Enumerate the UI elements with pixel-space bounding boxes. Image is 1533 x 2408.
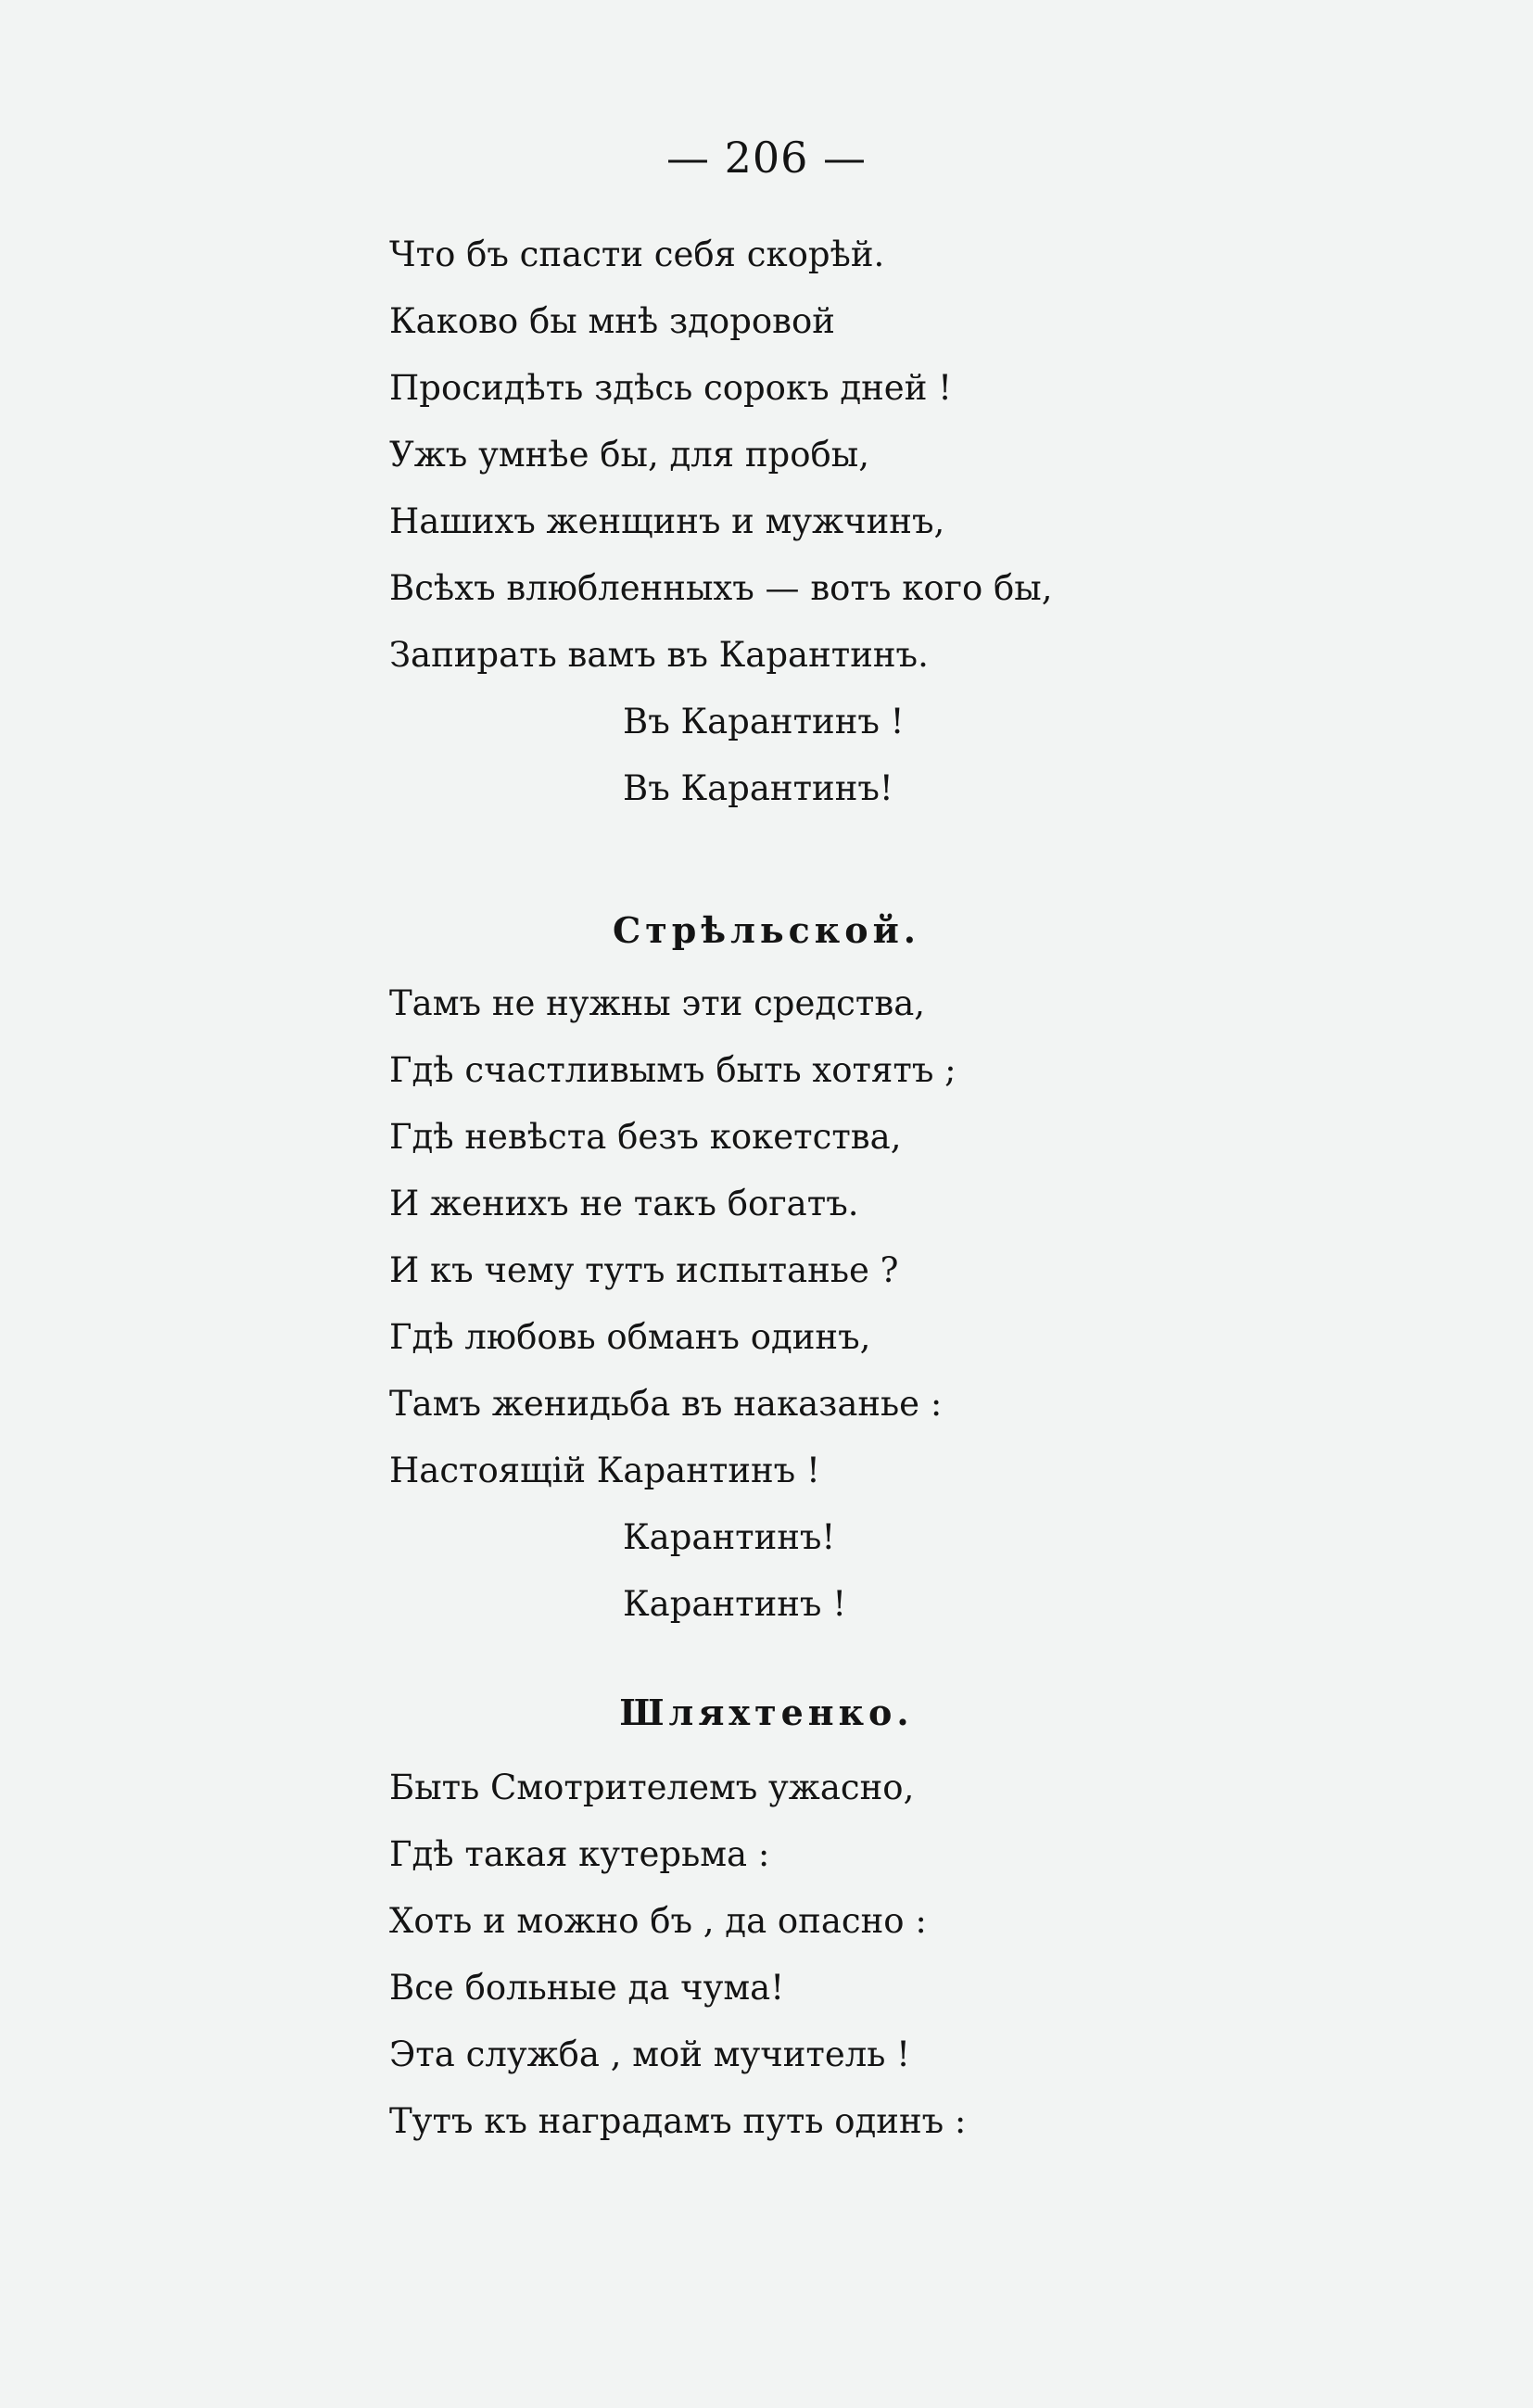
verse-line: И къ чему тутъ испытанье ? <box>389 1250 899 1290</box>
verse-line: Ужъ умнѣе бы, для пробы, <box>389 435 869 475</box>
verse-line: Каково бы мнѣ здоровой <box>389 301 835 341</box>
verse-line: Тутъ къ наградамъ путь одинъ : <box>389 2101 967 2141</box>
verse-line: Тамъ не нужны эти средства, <box>389 983 926 1023</box>
verse-line: Просидѣть здѣсь сорокъ дней ! <box>389 368 952 408</box>
verse-line: Гдѣ невѣста безъ кокетства, <box>389 1117 902 1157</box>
speaker-name: Шляхтенко. <box>619 1692 914 1733</box>
verse-line: Все больные да чума! <box>389 1968 785 2008</box>
verse-line: Хоть и можно бъ , да опасно : <box>389 1901 927 1941</box>
verse-line: Эта служба , мой мучитель ! <box>389 2034 911 2074</box>
refrain-line: Въ Карантинъ! <box>623 768 893 808</box>
verse-line: Тамъ женидьба въ наказанье : <box>389 1384 943 1424</box>
verse-line: Быть Смотрителемъ ужасно, <box>389 1768 915 1807</box>
page-number: — 206 — <box>665 133 868 183</box>
verse-line: Что бъ спасти себя скорѣй. <box>389 234 885 274</box>
speaker-name: Стрѣльской. <box>612 909 920 951</box>
verse-line: Запирать вамъ въ Карантинъ. <box>389 635 929 675</box>
refrain-line: Карантинъ ! <box>623 1584 847 1624</box>
verse-line: Нашихъ женщинъ и мужчинъ, <box>389 501 945 541</box>
verse-line: Гдѣ такая кутерьма : <box>389 1834 770 1874</box>
verse-line: Гдѣ счастливымъ быть хотятъ ; <box>389 1050 957 1090</box>
refrain-line: Карантинъ! <box>623 1517 836 1557</box>
verse-line: Настоящій Карантинъ ! <box>389 1451 820 1490</box>
verse-line: Всѣхъ влюбленныхъ — вотъ кого бы, <box>389 568 1053 608</box>
verse-line: И женихъ не такъ богатъ. <box>389 1184 859 1223</box>
verse-line: Гдѣ любовь обманъ одинъ, <box>389 1317 871 1357</box>
refrain-line: Въ Карантинъ ! <box>623 702 905 741</box>
